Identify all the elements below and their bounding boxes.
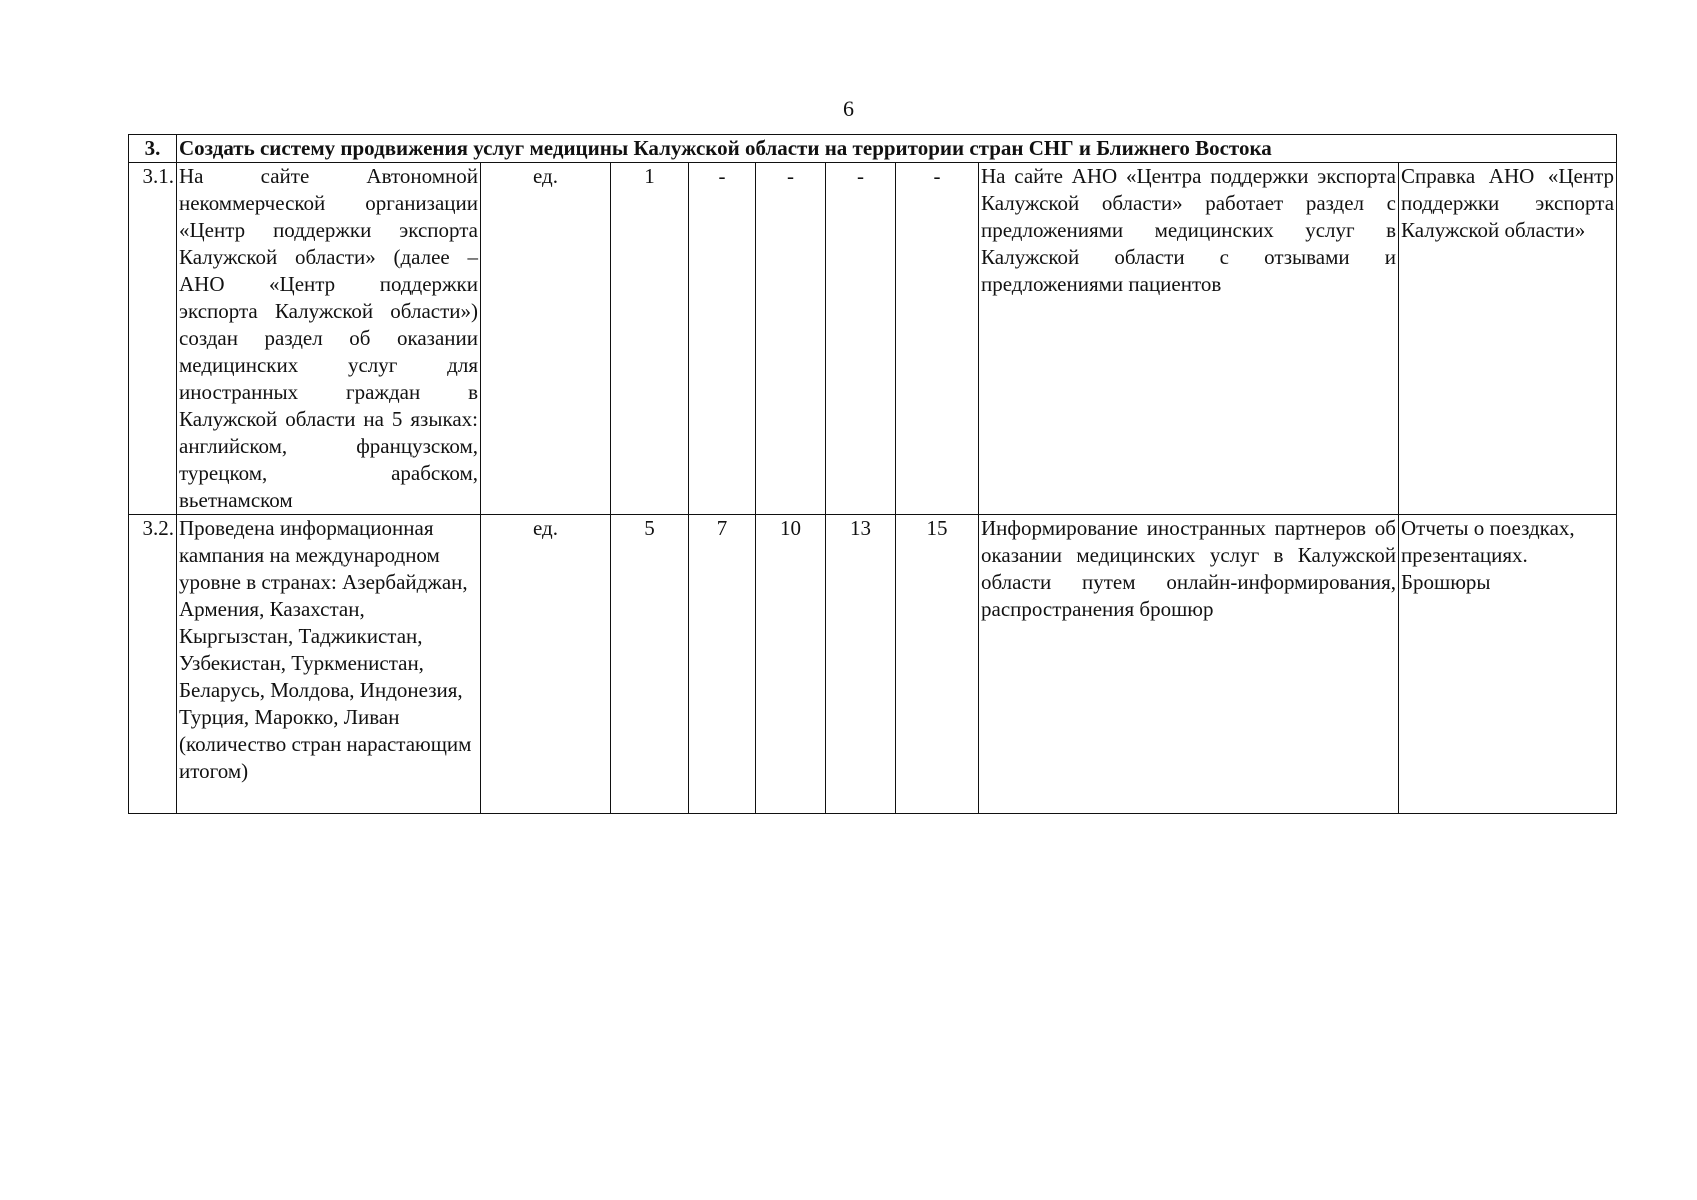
- value-cell: -: [689, 163, 756, 515]
- document-cell: Отчеты о поездках, презентациях. Брошюры: [1399, 515, 1617, 814]
- document-cell: Справка АНО «Центр поддержки экспорта Калужской области»: [1399, 163, 1617, 515]
- unit-cell: ед.: [481, 163, 611, 515]
- value-cell: 15: [896, 515, 979, 814]
- section-title: Создать систему продвижения услуг медицины Калужской области на территории стран СНГ и Ближнего Востока: [177, 135, 1617, 163]
- value-cell: 13: [826, 515, 896, 814]
- indicator-cell: Проведена информационная кампания на международном уровне в странах: Азербайджан, Армения, Казахстан, Кыргызстан, Таджикистан, Узбекистан, Туркменистан, Беларусь, Молдова, Индонезия, Турция, Марокко, Ливан (количество стран нарастающим итогом): [177, 515, 481, 814]
- page-number: 6: [843, 96, 854, 121]
- row-number: 3.1.: [129, 163, 177, 515]
- section-number: 3.: [129, 135, 177, 163]
- section-header-row: [129, 135, 1617, 163]
- value-cell: 7: [689, 515, 756, 814]
- value-cell: 10: [756, 515, 826, 814]
- row-number: 3.2.: [129, 515, 177, 814]
- value-cell: -: [756, 163, 826, 515]
- table-row: [129, 163, 1617, 515]
- result-cell: На сайте АНО «Центра поддержки экспорта Калужской области» работает раздел с предложениями медицинских услуг в Калужской области с отзывами и предложениями пациентов: [979, 163, 1399, 515]
- value-cell: 1: [611, 163, 689, 515]
- result-cell: Информирование иностранных партнеров об оказании медицинских услуг в Калужской области путем онлайн-информирования, распространения брошюр: [979, 515, 1399, 814]
- value-cell: -: [896, 163, 979, 515]
- value-cell: -: [826, 163, 896, 515]
- value-cell: 5: [611, 515, 689, 814]
- indicator-cell: На сайте Автономной некоммерческой организации «Центр поддержки экспорта Калужской области» (далее – АНО «Центр поддержки экспорта Калужской области») создан раздел об оказании медицинских услуг для иностранных граждан в Калужской области на 5 языках: английском, французском, турецком, арабском, вьетнамском: [177, 163, 481, 515]
- table-row: [129, 515, 1617, 814]
- activity-table: [128, 134, 1617, 814]
- unit-cell: ед.: [481, 515, 611, 814]
